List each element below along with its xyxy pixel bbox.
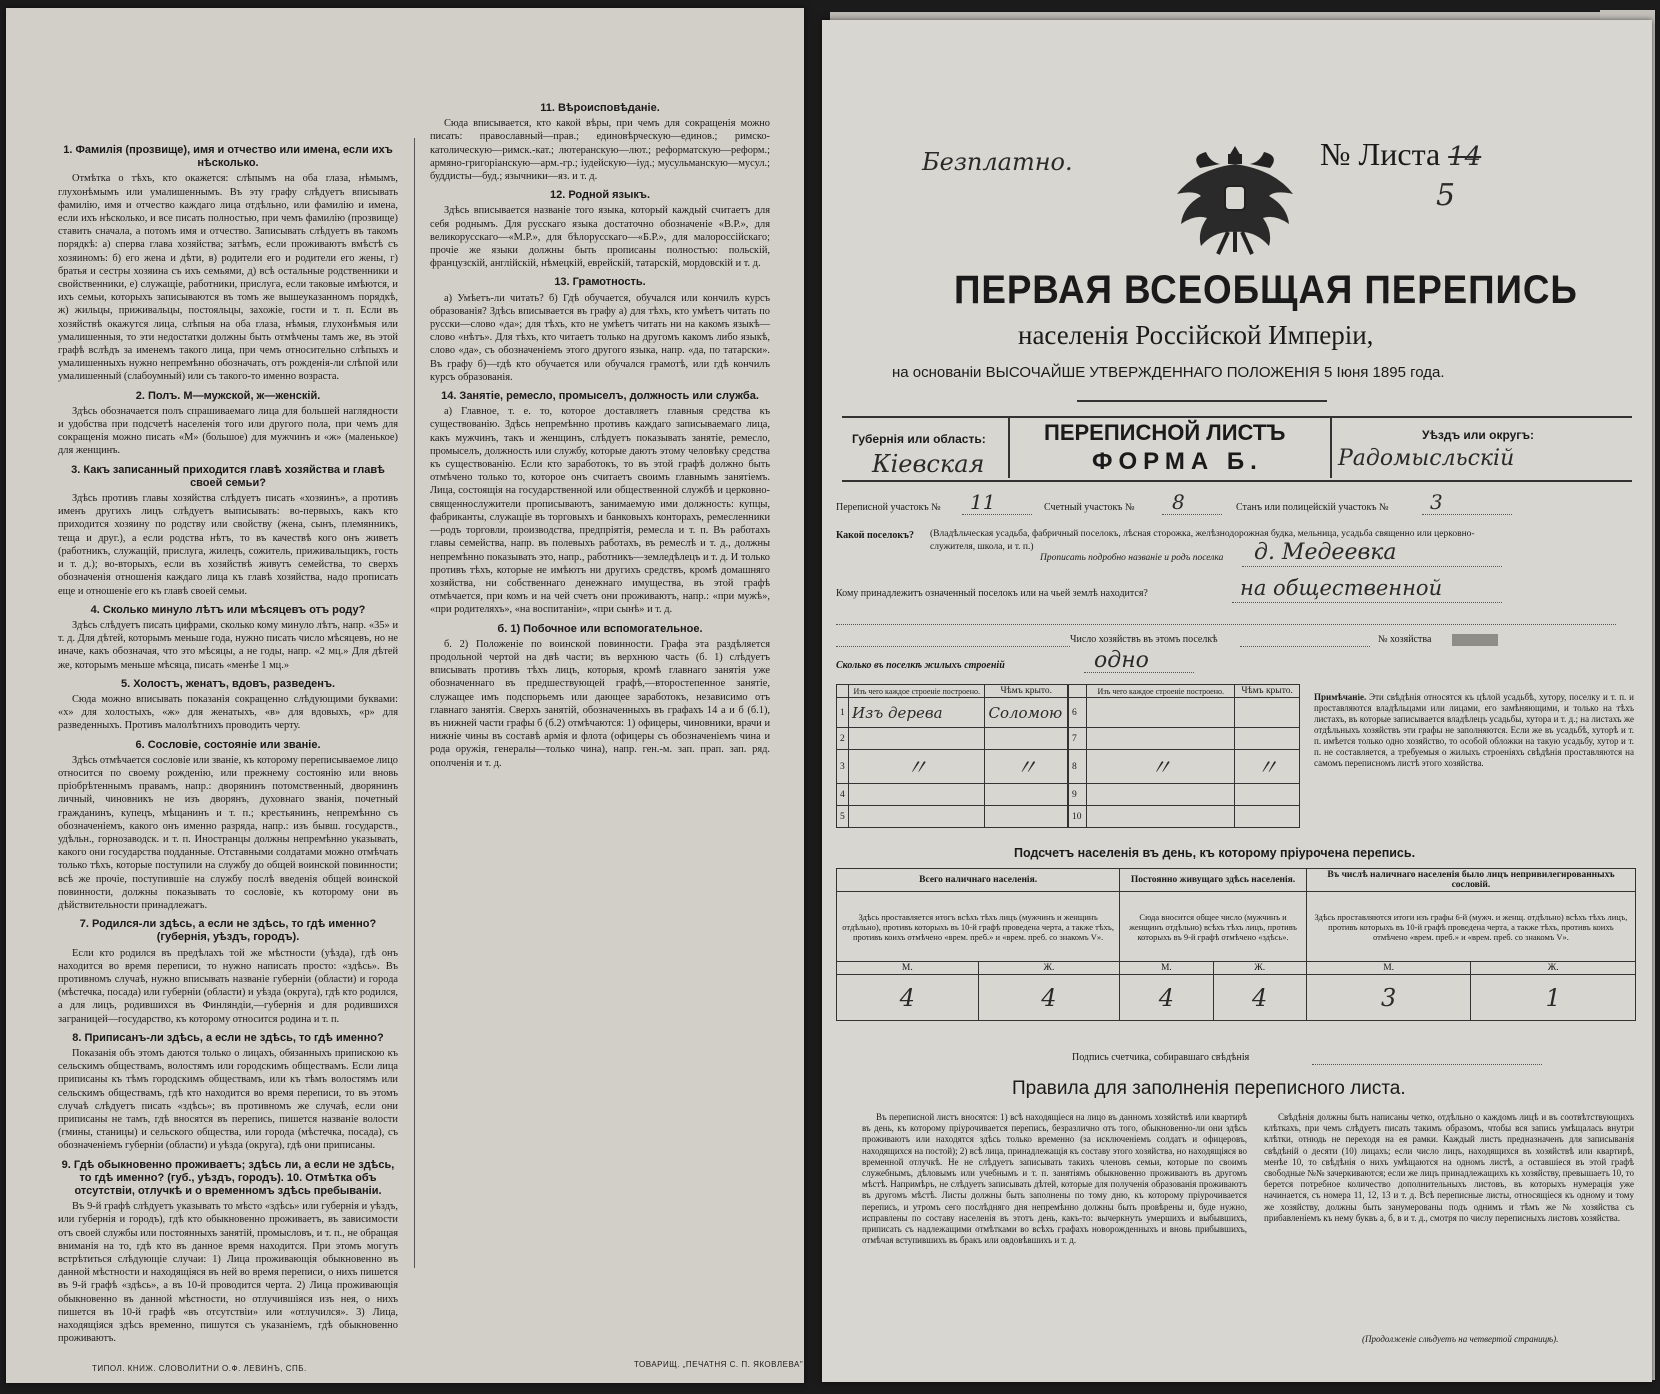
- col-header: [837, 685, 849, 698]
- row-number: 5: [837, 806, 849, 828]
- ditto-mark: 〃: [849, 750, 985, 784]
- count-value: 4: [978, 975, 1120, 1021]
- cell: [1235, 698, 1300, 728]
- count-value: 4: [837, 975, 979, 1021]
- roof-material: Соломою: [985, 698, 1068, 728]
- continued-note: (Продолженіе слѣдуетъ на четвертой страницѣ).: [1362, 1334, 1559, 1344]
- count-section-value: 8: [1172, 490, 1185, 514]
- section-text: Показанія объ этомъ даются только о лицахъ, обязанныхъ припискою къ сельскимъ обществамъ, волостямъ или городскимъ обществамъ. Если лица приписаны къ тѣмъ городскимъ обществамъ, или къ тѣмъ волостямъ или сельскимъ обществамъ, гдѣ кто находится во время переписи, то въ этомъ случаѣ слѣдуетъ писать «здѣсь»; въ противномъ же случаѣ, если они приписаны не тамъ, гдѣ вносятся въ перепись, пишется названіе волости (гмины, станицы) и сельского общества, или города (мѣстечка, посада), съ обозначеніемъ губерніи (области) и уѣзда (округа), гдѣ они приписаны.: [58, 1048, 398, 1152]
- section-text: Здѣсь противъ главы хозяйства слѣдуетъ писать «хозяинъ», а противъ именъ другихъ лицъ слѣдуетъ выписывать: во-первыхъ, какъ кто приходится хозяину по родству или свойству (жена, сынъ, племянникъ, теща и друг.), а если родства нѣтъ, то въ качествѣ кого онъ живетъ (работникъ, служащій, прислуга, жилецъ, сожитель, приживальщикъ, гость и т. д.); во-вторыхъ, если въ хозяйствѣ живутъ семейства, то сверхъ обозначенія отношенія каждаго лица къ главѣ хозяйства, надо прописать еще и отношеніе его къ главѣ своей семьи.: [58, 493, 398, 597]
- section-heading: 5. Холостъ, женатъ, вдовъ, разведенъ.: [120, 677, 336, 690]
- row-number: 2: [837, 728, 849, 750]
- settlement-label: Какой поселокъ?: [836, 530, 914, 541]
- population-count-table: [836, 868, 1636, 1021]
- divider: [1330, 416, 1332, 478]
- cell: [1087, 784, 1235, 806]
- cell: [1087, 806, 1235, 828]
- form-name: ФОРМА Б.: [1092, 448, 1263, 475]
- imperial-eagle-emblem: [1170, 128, 1300, 268]
- section-text: Здѣсь вписывается названіе того языка, который каждый считаетъ для себя роднымъ. Для русскаго языка достаточно обозначеніе «В.Р.», для великорусскаго—«М.Р.», для бѣлорусскаго—«Б.Р.», для малороссійскаго; прочіе же языки должны быть прописаны полностью: польскій, французскій, англійскій, нѣмецкій, еврейскій, татарскій, мордовскій и т. д.: [430, 205, 770, 270]
- section-text: Если кто родился въ предѣлахъ той же мѣстности (уѣзда), гдѣ онъ находится во время переписи, то нужно написать просто: «здѣсь». Въ противномъ случаѣ, нужно вписывать названіе губерніи (области) и города (мѣстечка, посада) или губерніи (области) и уѣзда (округа), гдѣ кто родился, а для лицъ, родившихся въ Финляндіи,—губернія и для родившихся заграницей—государство, къ которому относится родина и т. п.: [58, 947, 398, 1025]
- count-value: 4: [1213, 975, 1306, 1021]
- count-header: Всего наличнаго населенія.: [837, 869, 1120, 892]
- household-no-box: [1452, 634, 1498, 646]
- stan-label: Станъ или полицейскій участокъ №: [1236, 502, 1389, 513]
- sheet-number-label: [1320, 136, 1481, 173]
- row-number: 3: [837, 750, 849, 784]
- cell: [849, 806, 985, 828]
- row-number: 8: [1069, 750, 1087, 784]
- field-line: [1084, 672, 1194, 673]
- section-text: Здѣсь слѣдуетъ писать цифрами, сколько кому минуло лѣтъ, напр. «35» и т. д. Для дѣтей, которымъ меньше года, нужно писать число мѣсяцевъ, но не иначе, какъ обозначая, что это мѣсяцы, а не годы, напр. «2 мц.» Для дѣтей же, которымъ меньше мѣсяца, писать «менѣе 1 мц.»: [58, 619, 398, 671]
- settlement-hint: (Владѣльческая усадьба, фабричный поселокъ, лѣсная сторожка, желѣзнодорожная будка, мельница, усадьба священно или церковно-служителя, школа, и т. п.): [930, 529, 1475, 552]
- section-heading: б. 1) Побочное или вспомогательное.: [497, 622, 703, 635]
- section-heading: 2. Полъ. М—мужской, ж—женскій.: [135, 389, 321, 402]
- signature-label: Подпись счетчика, собиравшаго свѣдѣнія: [1072, 1052, 1250, 1063]
- field-line: [1242, 566, 1502, 567]
- gubernia-value: Кіевская: [872, 450, 985, 478]
- field-line: [836, 646, 1070, 647]
- col-header: Чѣмъ крыто.: [1235, 685, 1300, 698]
- sheet-number-label-text: № Листа: [1320, 136, 1441, 172]
- field-line: [1162, 514, 1222, 515]
- instructions-column-2: [430, 96, 770, 773]
- row-number: 6: [1069, 698, 1087, 728]
- section-text: а) Главное, т. е. то, которое доставляетъ главныя средства къ существованію. Здѣсь непремѣнно противъ каждаго записываемаго лица, какъ мужчинъ, такъ и женщинъ, слѣдуетъ показывать занятіе, ремесло, промыселъ, должность или службу, которые даютъ этому человѣку средства къ существованію. Если кто заработокъ, то въ этой графѣ должно быть отмѣчено только то, которое онъ считаетъ своимъ главнымъ занятіемъ. Лица, состоящія на государственной или общественной службѣ и церковно-священнослужители прописываютъ, занимаемую ими должность: купцы, фабриканты, служащіе въ торговыхъ и банковыхъ конторахъ, ремесленники—родъ торговли, производства, предпріятія, ремесла и т. п. Въ работахъ главы семейства, напр. въ полевыхъ работахъ, въ ремеслѣ и т. д., должны непремѣнно показывать это, напр., работникъ—земледѣлецъ и т. д. И только противъ тѣхъ, которые не имѣютъ ни другихъ средствъ, кромѣ домашняго хозяйства, ни собственнаго денежнаго имущества, въ этой графѣ отмѣчается, при комъ и на чей счетъ они проживаютъ, напр.: «при мужѣ», «при родителяхъ», «на воспитаніи», «при сынѣ» и т. д.: [430, 406, 770, 616]
- ditto-mark: 〃: [985, 750, 1068, 784]
- free-label: Безплатно.: [922, 148, 1073, 176]
- row-number: 4: [837, 784, 849, 806]
- section-heading: 6. Сословіе, состояніе или званіе.: [135, 738, 321, 751]
- census-title: ПЕРВАЯ ВСЕОБЩАЯ ПЕРЕПИСЬ: [954, 268, 1578, 312]
- sex-m: М.: [1120, 962, 1213, 975]
- census-basis: на основаніи ВЫСОЧАЙШЕ УТВЕРЖДЕННАГО ПОЛОЖЕНІЯ 5 Іюня 1895 года.: [892, 364, 1445, 381]
- field-line: [1422, 514, 1512, 515]
- row-number: 9: [1069, 784, 1087, 806]
- section-text: Сюда вписывается, кто какой вѣры, при чемъ для сокращенія можно писать: православный—прав.; единовѣрческую—единов.; римско-католическую—римск.-кат.; лютеранскую—лют.; реформатскую—реформ.; армяно-григоріанскую—арм.-гр.; іудейскую—іуд.; мусульманскую—мусул.; буддисты—буд.; язычники—яз. и т. д.: [430, 118, 770, 183]
- form-title: ПЕРЕПИСНОЙ ЛИСТЪ: [1044, 420, 1286, 445]
- sex-m: М.: [837, 962, 979, 975]
- right-page: [822, 20, 1652, 1382]
- section-heading: 9. Гдѣ обыкновенно проживаетъ; здѣсь ли, а если не здѣсь, то гдѣ именно? (губ., уѣздъ, городъ). 10. Отмѣтка объ отсутствіи, отлучкѣ и о временномъ здѣсь пребываніи.: [61, 1158, 395, 1198]
- header-rule: [1077, 400, 1327, 402]
- count-value: 1: [1471, 975, 1636, 1021]
- row-number: 7: [1069, 728, 1087, 750]
- buildings-table-right: [1068, 684, 1300, 828]
- cell: [849, 784, 985, 806]
- field-line: [1240, 646, 1370, 647]
- household-no-label: № хозяйства: [1378, 634, 1432, 645]
- sheet-number-crossed: 14: [1448, 142, 1482, 172]
- buildings-value: одно: [1094, 648, 1149, 673]
- settlement-hint-2: Прописать подробно названіе и родъ поселка: [1040, 553, 1224, 563]
- gubernia-label: Губернія или область:: [852, 432, 986, 446]
- households-label: Число хозяйствъ въ этомъ поселкѣ: [1070, 634, 1218, 645]
- cell: [1087, 698, 1235, 728]
- uezd-value: Радомысльскій: [1338, 446, 1515, 471]
- cell: [849, 728, 985, 750]
- cell: [985, 728, 1068, 750]
- owner-value: на общественной: [1240, 576, 1443, 600]
- count-desc: Сюда вносится общее число (мужчинъ и женщинъ отдѣльно) всѣхъ тѣхъ лицъ, противъ которыхъ въ 9-й графѣ отмѣчено «здѣсь».: [1120, 892, 1307, 962]
- section-text: Здѣсь отмѣчается сословіе или званіе, къ которому переписываемое лицо относится по своему рожденію, или прежнему состоянію или вновь пріобрѣтеннымъ правамъ, напр.: дворянинъ потомственный, дворянинъ личный, чиновникъ не изъ дворянъ, духовнаго званія, почетный гражданинъ, купецъ, мѣщанинъ и т. п.; крестьянинъ, непремѣнно съ обозначеніемъ, какого онъ именно разряда, напр.: изъ бывш. государств., удѣльн., горнозаводск. и т. п. Иностранцы должны непремѣнно указывать, какого они государства подданные. Отставными солдатами можно отмѣчать только тѣхъ, которые поступили на службу до общей воинской повинности; всѣ же прочіе, поступившіе на службу послѣ введенія общей воинской повинности, должны показывать то сословіе, къ которому они въ дѣйствительности принадлежатъ.: [58, 754, 398, 911]
- count-value: 4: [1120, 975, 1213, 1021]
- sex-m: М.: [1306, 962, 1471, 975]
- ditto-mark: 〃: [1087, 750, 1235, 784]
- owner-label: Кому принадлежитъ означенный поселокъ или на чьей землѣ находится?: [836, 588, 1148, 599]
- left-page: [6, 8, 804, 1383]
- rules-col-2: Свѣдѣнія должны быть написаны четко, отдѣльно о каждомъ лицѣ и въ соотвѣтствующихъ клѣткахъ, при чемъ слѣдуетъ писать такимъ образомъ, чтобы вся запись умѣщалась внутри клѣтки, отнюдь не переходя на ея рамки. Каждый листъ предназначенъ для записыванія свѣдѣній о десяти (10) лицахъ; если число лицъ, находящихся въ хозяйствѣ или квартирѣ, менѣе 10, то свѣдѣнія о нихъ умѣщаются на одномъ листѣ, а оставшіеся въ этой графѣ свободные №№ зачеркиваются; если же лицъ принадлежащихъ къ хозяйству, превышаетъ 10, то берется потребное количество дополнительныхъ листовъ, въ которыхъ нумерація уже начинается, съ номера 11, 12, 13 и т. д. Всѣ переписные листы, относящіеся къ одному и тому же хозяйству, должны быть занумерованы подъ однимъ и тѣмъ же № хозяйства съ прибавленіемъ къ нему буквъ а, б, в и т. д., смотря по числу переписныхъ листовъ хозяйства.: [1264, 1112, 1634, 1223]
- cell: [985, 784, 1068, 806]
- section-heading: 14. Занятіе, ремесло, промыселъ, должность или служба.: [441, 390, 759, 403]
- note-block: [1314, 692, 1634, 769]
- imprint-right: ТОВАРИЩ. „ПЕЧАТНЯ С. П. ЯКОВЛЕВА": [634, 1360, 804, 1369]
- signature-line: [1312, 1064, 1542, 1065]
- divider: [1008, 416, 1010, 478]
- section-text: а) Умѣетъ-ли читать? б) Гдѣ обучается, обучался или кончилъ курсъ образованія? Здѣсь вписывается въ графу а) для тѣхъ, кто умѣетъ читать по русски—слово «да»; для тѣхъ, кто не умѣетъ читать ни на какомъ языкѣ—слово «нѣтъ». Для тѣхъ, кто читаетъ только на другомъ какомъ либо языкѣ, слово «да», съ обозначеніемъ этого другого языка, напр. «да, по татарски». Въ графу б)—гдѣ кто обучается или обучался грамотѣ, или гдѣ кончилъ курсъ образованія.: [430, 292, 770, 383]
- note-text: Эти свѣдѣнія относятся къ цѣлой усадьбѣ, хутору, поселку и т. п. и проставляются владѣльцами или лицами, его замѣняющими, и только на тѣхъ листахъ, въ которые записывается владѣлецъ усадьбы, хутора и т. д.; на листахъ же отдѣльныхъ хозяйствъ эти графы не заполняются. Если же въ усадьбѣ, хуторѣ и т. п. имѣется только одно хозяйство, то особой обложки на такую усадьбу, хутор и т. п. не составляется, а требуемыя о жилыхъ строеніяхъ свѣдѣнія проставляются на самомъ переписномъ листѣ этого хозяйства.: [1314, 692, 1634, 768]
- sex-f: Ж.: [1213, 962, 1306, 975]
- field-line: [962, 514, 1032, 515]
- sex-f: Ж.: [978, 962, 1120, 975]
- field-line: [836, 624, 1616, 625]
- cell: [985, 806, 1068, 828]
- rules-col-1: Въ переписной листъ вносятся: 1) всѣ находящіеся на лицо въ данномъ хозяйствѣ или квартирѣ въ день, къ которому пріурочивается перепись, безразлично отъ того, обыкновенно-ли они здѣсь проживаютъ или находятся здѣсь только временно (за исключеніемъ солдатъ и офицеровъ, находящихся на постой); 2) всѣ лица, принадлежащія къ составу этого хозяйства, но находящіяся во временной отлучкѣ. Не не слѣдуетъ записывать такихъ членовъ семьи, которые по своимъ служебнымъ, дѣловымъ или учебнымъ и т. п. занятіямъ обыкновенно проживаютъ въ другомъ мѣстѣ. Напримѣръ, не слѣдуетъ записывать дѣтей, которые для полученія образованія проживаютъ въ другомъ мѣстѣ. Листы должны быть заполнены по тому дню, къ которому пріурочивается перепись, и утромъ сего послѣдняго дня непремѣнно должны быть провѣрены и, буде нужно, исправлены по составу населенія въ этотъ день, какъ-то: вычеркнуть умершихъ и выбывшихъ, приписать съ надлежащими отмѣтками во всѣхъ графахъ новорожденныхъ и вновь прибывшихъ, отмѣчая вступившихъ въ бракъ или овдовѣвшихъ и т. д.: [862, 1112, 1247, 1246]
- cell: [1235, 806, 1300, 828]
- section-heading: 4. Сколько минуло лѣтъ или мѣсяцевъ отъ роду?: [90, 603, 366, 616]
- section-heading: 7. Родился-ли здѣсь, а если не здѣсь, то гдѣ именно? (губернія, уѣздъ, городъ).: [79, 918, 377, 944]
- count-title: Подсчетъ населенія въ день, къ которому пріурочена перепись.: [1014, 846, 1416, 860]
- section-text: Отмѣтка о тѣхъ, кто окажется: слѣпымъ на оба глаза, нѣмымъ, глухонѣмымъ или умалишеннымъ. Въ эту графу слѣдуетъ вписывать фамилію, имя и отчество каждаго лица отдѣльно, или фамилію и имена, если ихъ нѣсколько, и все писать полностью, при чемъ фамилію (прозвище) ставить сначала, а потомъ имя и отчество. Записывать слѣдуетъ въ такомъ порядкѣ: а) сперва глава хозяйства; затѣмъ, если проживаютъ вмѣстѣ съ хозяиномъ: б) его жена и дѣти, в) родители его и родители его жены, г) братья и сестры хозяина съ ихъ семьями, д) всѣ остальные родственники и свойственники, е) служащіе, работники, прислуга, если таковые имѣются, и ихъ семьи, которыхъ записываются въ томъ же вышеуказанномъ порядкѣ, ж) жильцы, приживальцы, постояльцы, захожіе, гости и т. п. Если въ хозяйствѣ окажутся лица, слѣпыя на оба глаза, нѣмыя, глухонѣмыя или умалишенныя, то эти недостатки должны быть отмѣчены тамъ же, въ этой графѣ вслѣдъ за именемъ такого лица, при чемъ относительно слѣпыхъ и умалишенныхъ нужно непремѣнно обозначать, отъ рожденія-ли слѣпой или умалишенный (слабоумный) или съ такого-то именно возраста.: [58, 173, 398, 383]
- cell: [1235, 728, 1300, 750]
- instructions-column-1: [58, 138, 398, 1348]
- section-text: б. 2) Положеніе по воинской повинности. Графа эта раздѣляется продольной чертой на двѣ части; въ верхнюю часть (б. 1) слѣдуетъ вписывать противъ тѣхъ лицъ, которыя, кромѣ главнаго занятія уже обозначеннаго въ предшествующей графѣ,—второстепенное занятіе, служащее имъ подспорьемъ или дающее заработокъ, независимо отъ главнаго занятія. Сверхъ занятій, обозначенныхъ въ графахъ 14 а и б (б.1), въ нижней части графы б (б.2) отмѣчаются: 1) офицеры, чиновники, врачи и нижніе чины въ составѣ армія и флота (офицеры съ обозначеніемъ чина и рода оружія, генералы—только чина), напр. ген.-м. зап. прап. зап. ряд. ополченія и т. д.: [430, 638, 770, 769]
- stan-value: 3: [1430, 490, 1443, 514]
- cell: [1087, 728, 1235, 750]
- section-heading: 8. Приписанъ-ли здѣсь, а если не здѣсь, то гдѣ именно?: [72, 1031, 384, 1044]
- col-header: Чѣмъ крыто.: [985, 685, 1068, 698]
- section-heading: 13. Грамотность.: [554, 276, 646, 289]
- section-text: Въ 9-й графѣ слѣдуетъ указывать то мѣсто «здѣсь» или губернія и уѣздъ, или губернія и городъ), гдѣ кто обыкновенно проживаетъ, въ зависимости отъ своей службы или постоянныхъ занятій, промысловъ, и т. п., не обращая вниманія на то, гдѣ кто въ данное время находится. При этомъ могутъ встрѣтиться слѣдующіе случаи: 1) Лица проживающія обыкновенно въ данной мѣстности и находящіяся въ ней во время переписи, о нихъ пишется въ 9-й графѣ «здѣсь», а въ 10-й проводится черта. 2) Лица проживающія обыкновенно въ данной мѣстности, но отлучившіяся изъ нея, о нихъ пишется въ 10-й графѣ «въ отсутствіи» или «отлучился». 3) Лица, находящіяся здѣсь временно, пишутся съ указаніемъ, гдѣ обыкновенно проживаютъ.: [58, 1201, 398, 1345]
- note-title: Примѣчаніе.: [1314, 692, 1367, 702]
- rules-title: Правила для заполненія переписного листа.: [1012, 1078, 1406, 1099]
- column-divider: [414, 138, 415, 1268]
- count-header: Постоянно живущаго здѣсь населенія.: [1120, 869, 1307, 892]
- imprint-left: ТИПОЛ. КНИЖ. СЛОВОЛИТНИ О.Ф. ЛЕВИНЪ, СПБ.: [92, 1364, 307, 1373]
- count-header: Въ числѣ наличнаго населенія было лицъ непривилегированныхъ сословій.: [1306, 869, 1635, 892]
- count-section-label: Счетный участокъ №: [1044, 502, 1135, 513]
- section-text: Здѣсь обозначается полъ спрашиваемаго лица для большей наглядности и удобства при подсчетѣ населенія того или другого пола, при чемъ для сокращенія можно писать «М» (большое) для мужчинъ и «ж» (маленькое) для женщинъ.: [58, 405, 398, 457]
- sheet-number-value: 5: [1436, 178, 1456, 213]
- count-desc: Здѣсь проставляются итоги изъ графы 6-й (мужч. и женщ. отдѣльно) всѣхъ тѣхъ лицъ, противъ которыхъ въ 10-й графѣ проведена черта, а также тѣхъ, противъ коихъ отмѣчено «врем. преб.» и «врем. преб. со знакомъ V».: [1306, 892, 1635, 962]
- sex-f: Ж.: [1471, 962, 1636, 975]
- col-header: Изъ чего каждое строеніе построено.: [849, 685, 985, 698]
- buildings-table-left: [836, 684, 1068, 828]
- census-subtitle: населенія Россійской Имперіи,: [1018, 320, 1374, 350]
- count-value: 3: [1306, 975, 1471, 1021]
- field-line: [1232, 602, 1502, 603]
- section-heading: 1. Фамилія (прозвище), имя и отчество или имена, если ихъ нѣсколько.: [63, 144, 393, 170]
- section-heading: 11. Вѣроисповѣданіе.: [540, 102, 660, 114]
- buildings-label: Сколько въ поселкѣ жилыхъ строеній: [836, 660, 1005, 671]
- col-header: [1069, 685, 1087, 698]
- section-text: Сюда можно вписывать показанія сокращенно слѣдующими буквами: «х» для холостыхъ, «ж» для женатыхъ, «в» для вдовыхъ, «р» для разведенныхъ. Противъ малолѣтнихъ проводить черту.: [58, 693, 398, 732]
- building-material: Изъ дерева: [849, 698, 985, 728]
- count-desc: Здѣсь проставляется итогъ всѣхъ тѣхъ лицъ (мужчинъ и женщинъ отдѣльно), противъ которыхъ въ 10-й графѣ проведена черта, а также тѣхъ, противъ коихъ отмѣчено «врем. преб.» и «врем. преб. со знакомъ V».: [837, 892, 1120, 962]
- uezd-label: Уѣздъ или округъ:: [1422, 428, 1535, 442]
- row-number: 1: [837, 698, 849, 728]
- settlement-value: д. Медеевка: [1254, 540, 1397, 565]
- census-section-label: Переписной участокъ №: [836, 502, 941, 513]
- col-header: Изъ чего каждое строеніе построено.: [1087, 685, 1235, 698]
- section-heading: 12. Родной языкъ.: [549, 189, 650, 202]
- ditto-mark: 〃: [1235, 750, 1300, 784]
- section-heading: 3. Какъ записанный приходится главѣ хозяйства и главѣ своей семьи?: [71, 463, 385, 489]
- cell: [1235, 784, 1300, 806]
- census-section-value: 11: [970, 490, 996, 514]
- row-number: 10: [1069, 806, 1087, 828]
